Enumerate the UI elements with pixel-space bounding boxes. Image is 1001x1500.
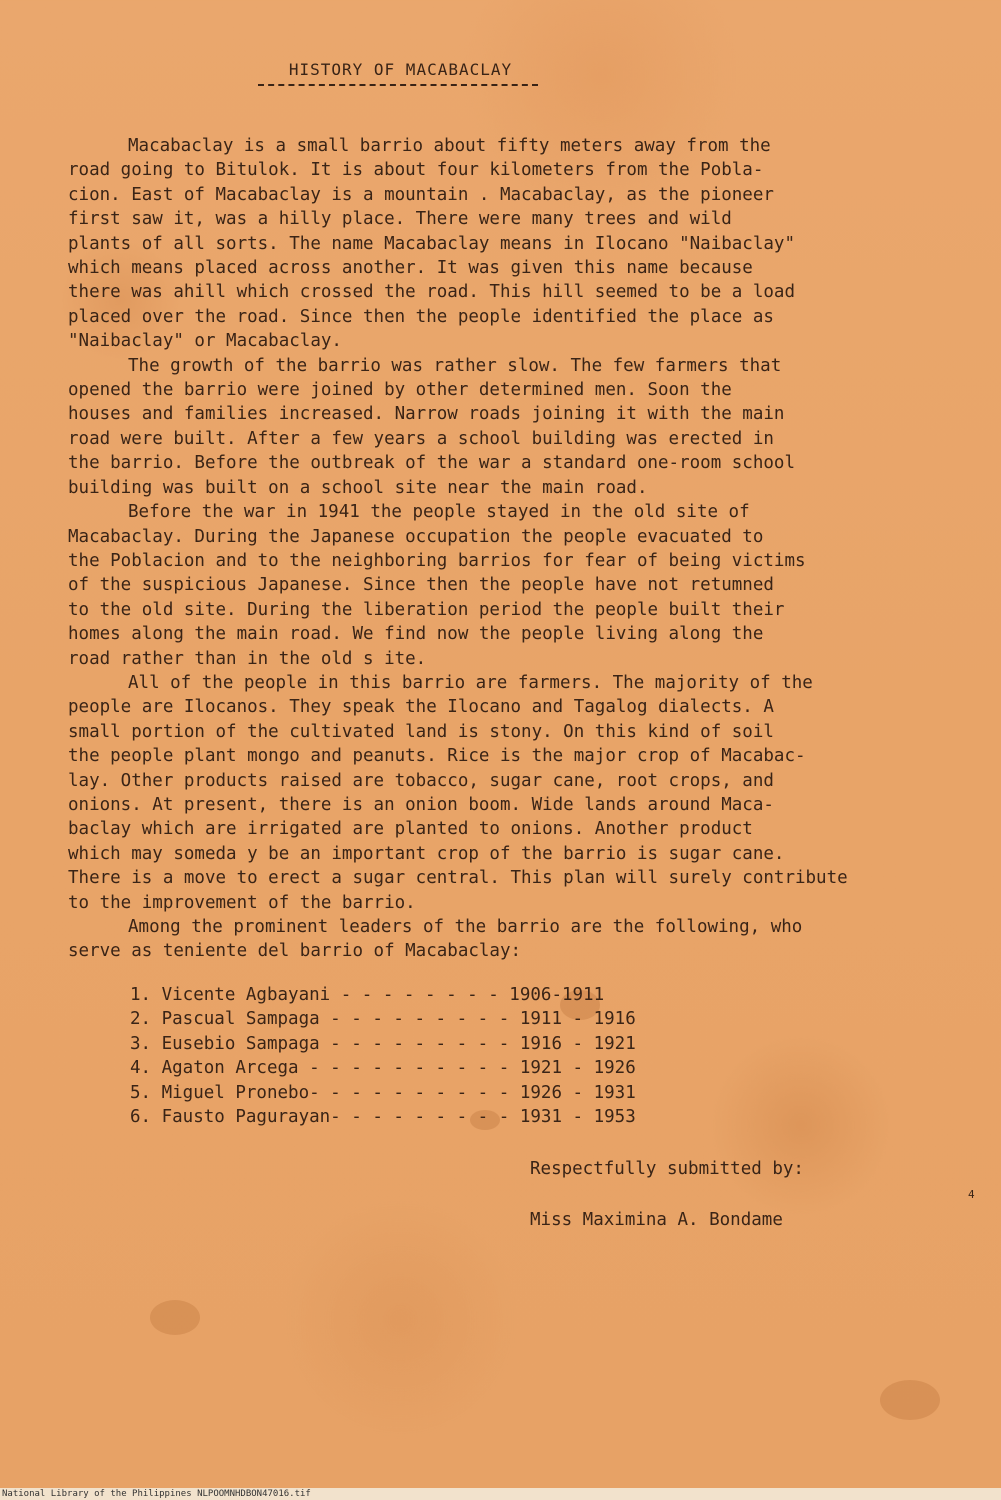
body-text bbox=[68, 134, 948, 964]
list-item bbox=[130, 1056, 730, 1080]
list-item bbox=[130, 983, 730, 1007]
list-item bbox=[130, 1105, 730, 1129]
document-title: HISTORY OF MACABACLAY bbox=[288, 60, 513, 79]
leader-years: 1911 - 1916 bbox=[509, 1009, 636, 1030]
leader-years: 1921 - 1926 bbox=[509, 1058, 636, 1079]
paragraph: Before the war in 1941 the people stayed in the old site of Macabaclay. During the Japanese occupation the people evacuated to the Poblacion and to the neighboring barrios for fear of being victims of the suspicious Japanese. Since then the people have not retumned to the old site. During the liberation period the people built their homes along the main road. We find now the people living along the road rather than in the old s ite. bbox=[68, 502, 806, 669]
list-item bbox=[130, 1032, 730, 1056]
leader-name: 2. Pascual Sampaga - - - - - - - - - bbox=[130, 1009, 510, 1030]
paragraph: All of the people in this barrio are farmers. The majority of the people are Ilocanos. They speak the Ilocano and Tagalog dialects. A small portion of the cultivated land is stony. On this kind of soil the people plant mongo and peanuts. Rice is the major crop of Macabac- lay. Other products raised are tobacco, sugar cane, root crops, and onions. At present, there is an onion boom. Wide lands around Maca- baclay which are irrigated are planted to onions. Another product which may someda y be an important crop of the barrio is sugar cane. There is a move to erect a sugar central. This plan will surely contribute to the improvement of the barrio. bbox=[68, 672, 848, 913]
leader-name: 6. Fausto Pagurayan- - - - - - - - - bbox=[130, 1107, 510, 1128]
submitted-by: Respectfully submitted by: bbox=[530, 1159, 804, 1179]
signature-name: Miss Maximina A. Bondame bbox=[530, 1210, 783, 1230]
stain bbox=[880, 1380, 940, 1420]
leader-years: 1906-1911 bbox=[498, 985, 605, 1005]
leader-years: 1926 - 1931 bbox=[509, 1082, 636, 1103]
paragraph: Macabaclay is a small barrio about fifty meters away from the road going to Bitulok. It is about four kilometers from the Pobla- cion. East of Macabaclay is a mountain . Macabaclay, as the pioneer first saw it, was a hilly place. There were many trees and wild plants of all sorts. The name Macabaclay means in Ilocano "Naibaclay" which means placed across another. It was given this name because there was ahill which crossed the road. This hill seemed to be a load placed over the road. Since then the people identified the place as "Naibaclay" or Macabaclay. bbox=[68, 136, 795, 352]
leader-name: 5. Miguel Pronebo- - - - - - - - - - bbox=[130, 1082, 510, 1103]
paragraph: Among the prominent leaders of the barrio are the following, who serve as teniente del barrio of Macabaclay: bbox=[68, 917, 803, 962]
page-mark: 4 bbox=[968, 1188, 975, 1201]
leader-name: 4. Agaton Arcega - - - - - - - - - - bbox=[130, 1058, 510, 1079]
leader-name: 1. Vicente Agbayani - - - - - - - - bbox=[130, 985, 499, 1005]
leader-years: 1916 - 1921 bbox=[509, 1033, 636, 1054]
leader-name: 3. Eusebio Sampaga - - - - - - - - - bbox=[130, 1033, 510, 1054]
list-item bbox=[130, 1081, 730, 1105]
paragraph: The growth of the barrio was rather slow. The few farmers that opened the barrio were joined by other determined men. Soon the houses and families increased. Narrow roads joining it with the main road were built. After a few years a school building was erected in the barrio. Before the outbreak of the war a standard one-room school building was built on a school site near the main road. bbox=[68, 355, 795, 498]
list-item bbox=[130, 1007, 730, 1031]
title-underline bbox=[258, 84, 538, 86]
archive-footer: National Library of the Philippines NLPOOMNHDBON47016.tif bbox=[0, 1488, 1001, 1500]
leader-years: 1931 - 1953 bbox=[509, 1107, 636, 1128]
stain bbox=[150, 1300, 200, 1335]
leaders-list bbox=[130, 983, 730, 1129]
